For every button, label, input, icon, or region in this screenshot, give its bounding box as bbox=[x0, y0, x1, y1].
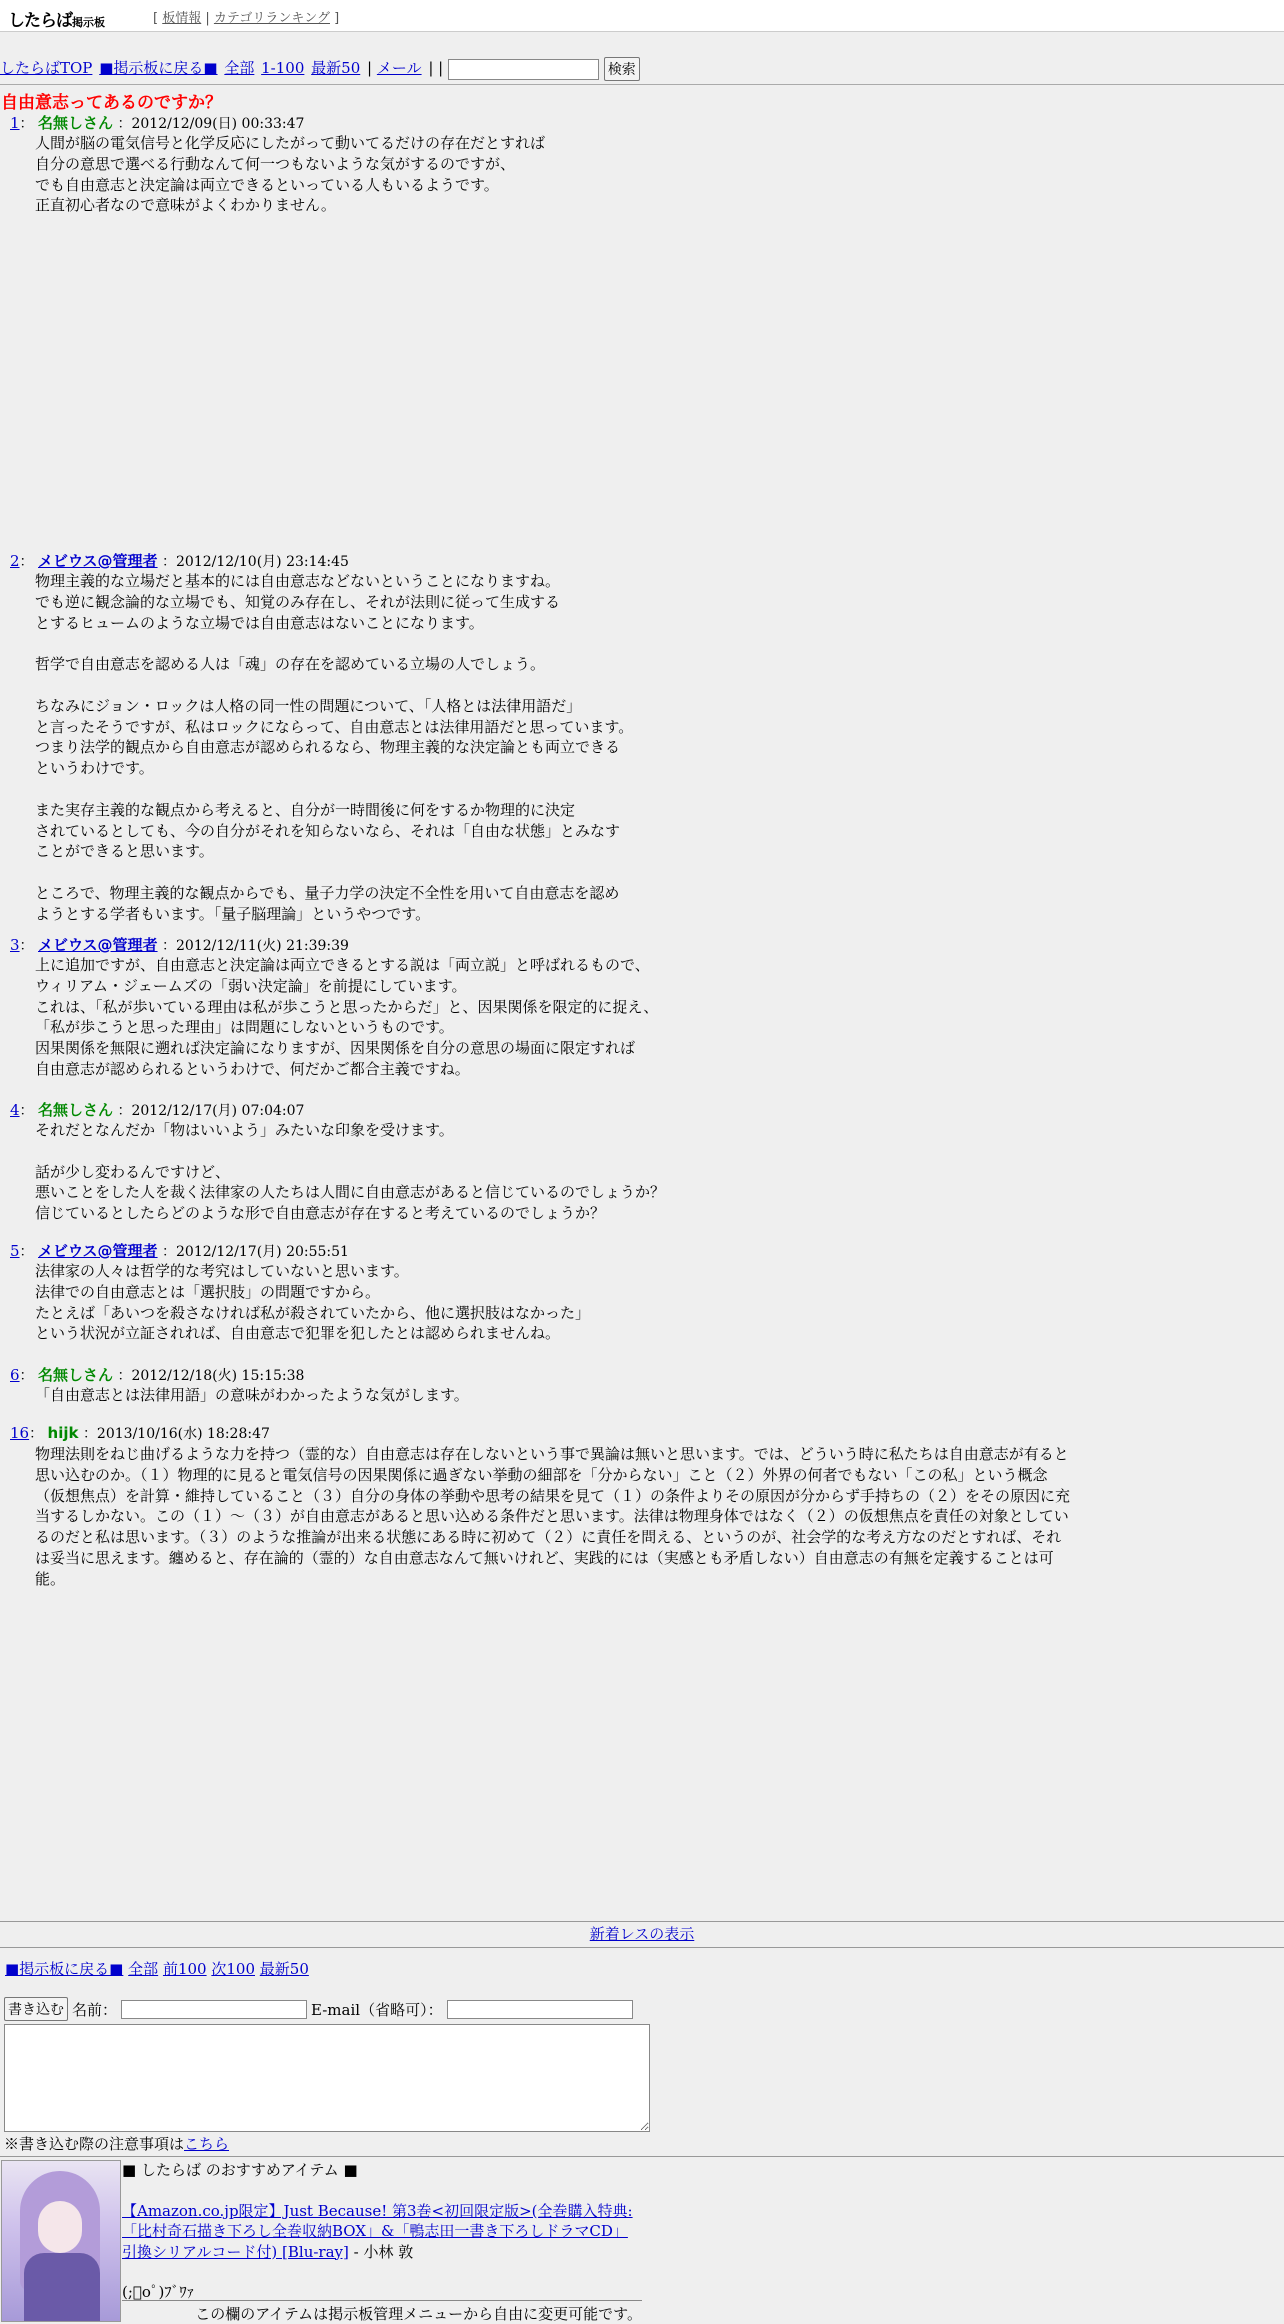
post-body: 上に追加ですが、自由意志と決定論は両立できるとする説は「両立説」と呼ばれるもので、 ウィリアム・ジェームズの「弱い決定論」を前提にしています。 これは、「私が歩いている理由は私が歩こうと思ったからだ」と、因果関係を限定的に捉え、 「私が歩こうと思った理由」は問題にしないというものです。 因果関係を無限に遡れば決定論になりますが、因果関係を自分の意思の場面に限定すれば 自由意志が認められるというわけで、何だかご都合主義ですね。 bbox=[35, 956, 659, 1078]
recommend-box bbox=[0, 2156, 1284, 2323]
bracket-open: [ bbox=[153, 11, 159, 26]
header-nav bbox=[153, 7, 339, 26]
email-field[interactable] bbox=[447, 2000, 633, 2019]
post-number-link[interactable]: 5 bbox=[10, 1242, 20, 1260]
range-link[interactable]: 1-100 bbox=[261, 59, 305, 77]
post-header bbox=[10, 934, 349, 955]
category-ranking-link[interactable]: カテゴリランキング bbox=[213, 11, 330, 26]
product-author: - 小林 敦 bbox=[348, 2242, 414, 2261]
post-form bbox=[4, 1998, 650, 2132]
post-colon: ： bbox=[19, 1103, 34, 1119]
recommend-footer: この欄のアイテムは掲示板管理メニューから自由に変更可能です。 bbox=[122, 2300, 642, 2324]
logo-sub: 掲示板 bbox=[72, 16, 105, 29]
post-header bbox=[10, 550, 349, 571]
post-header bbox=[10, 1364, 304, 1385]
poster-name: hijk bbox=[47, 1424, 79, 1442]
notice-link[interactable]: こちら bbox=[184, 2135, 230, 2153]
cover-art-body bbox=[24, 2253, 100, 2322]
post-number-link[interactable]: 1 bbox=[10, 114, 20, 132]
form-fields-row bbox=[4, 1998, 650, 2020]
next100-link[interactable]: 次100 bbox=[211, 1960, 255, 1978]
thread-nav bbox=[0, 56, 1284, 85]
poster-name: 名無しさん bbox=[38, 1366, 114, 1384]
post-colon: ： bbox=[29, 1426, 44, 1442]
name-field[interactable] bbox=[121, 2000, 307, 2019]
product-cover-image[interactable] bbox=[1, 2160, 121, 2322]
nav-separator-2: | | bbox=[428, 59, 444, 77]
post-header bbox=[10, 112, 304, 133]
logo-text: したらば bbox=[8, 11, 72, 31]
post-date: ：2012/12/11(火) 21:39:39 bbox=[162, 938, 349, 954]
board-info-link[interactable]: 板情報 bbox=[162, 11, 202, 26]
product-link[interactable]: 【Amazon.co.jp限定】Just Because! 第3巻<初回限定版>(全巻購入特典:「比村奇石描き下ろし全巻収納BOX」&「鴨志田一書き下ろしドラマCD」引換シリアルコード付) [Blu-ray] bbox=[122, 2201, 633, 2261]
email-label: E-mail（省略可）： bbox=[311, 2000, 443, 2019]
post-colon: ： bbox=[19, 1244, 34, 1260]
shitaraba-top-link[interactable]: したらばTOP bbox=[0, 59, 93, 77]
shitaraba-logo[interactable] bbox=[8, 6, 105, 31]
recommend-content bbox=[122, 2160, 642, 2303]
spacer bbox=[122, 2181, 642, 2201]
cover-art-face bbox=[38, 2201, 82, 2253]
post-colon: ： bbox=[19, 554, 34, 570]
post-body: それだとなんだか「物はいいよう」みたいな印象を受けます。 話が少し変わるんですけど、 悪いことをした人を裁く法律家の人たちは人間に自由意志があると信じているのでしょうか？ 信じているとしたらどのような形で自由意志が存在すると考えているのでしょうか？ bbox=[35, 1121, 666, 1223]
recommend-item bbox=[122, 2201, 642, 2263]
post-date: ：2013/10/16(水) 18:28:47 bbox=[82, 1426, 270, 1442]
bracket-close: ] bbox=[334, 11, 340, 26]
poster-name-link[interactable]: メビウス@管理者 bbox=[38, 1242, 158, 1260]
poster-name: 名無しさん bbox=[38, 1101, 114, 1119]
post-number-link[interactable]: 16 bbox=[10, 1424, 30, 1442]
all-posts-link[interactable]: 全部 bbox=[128, 1960, 159, 1978]
post-body: 「自由意志とは法律用語」の意味がわかったような気がします。 bbox=[35, 1386, 469, 1404]
post-body: 人間が脳の電気信号と化学反応にしたがって動いてるだけの存在だとすれば 自分の意思で選べる行動なんて何一つもないような気がするのですが、 でも自由意志と決定論は両立できるといっている人もいるようです。 正直初心者なので意味がよくわかりません。 bbox=[35, 134, 546, 215]
name-label: 名前： bbox=[72, 2000, 118, 2019]
spacer bbox=[122, 2262, 642, 2282]
prev100-link[interactable]: 前100 bbox=[162, 1960, 207, 1978]
message-textarea[interactable] bbox=[4, 2024, 650, 2132]
post-number-link[interactable]: 2 bbox=[10, 552, 20, 570]
emote-text: (;ﾟoﾟ)ﾌﾞﾜｧ bbox=[122, 2283, 195, 2301]
new-res-link[interactable]: 新着レスの表示 bbox=[589, 1925, 695, 1943]
nav-separator: | bbox=[367, 59, 373, 77]
post-date: ：2012/12/18(火) 15:15:38 bbox=[117, 1368, 305, 1384]
post-date: ：2012/12/10(月) 23:14:45 bbox=[162, 554, 349, 570]
post-date: ：2012/12/17(月) 07:04:07 bbox=[117, 1103, 305, 1119]
notice-text: ※書き込む際の注意事項は bbox=[4, 2135, 185, 2153]
divider bbox=[0, 1947, 1284, 1948]
post-colon: ： bbox=[19, 938, 34, 954]
new-res-row bbox=[0, 1923, 1284, 1944]
post-header bbox=[10, 1099, 304, 1120]
post-date: ：2012/12/09(日) 00:33:47 bbox=[117, 116, 305, 132]
post-number-link[interactable]: 4 bbox=[10, 1101, 20, 1119]
post-number-link[interactable]: 6 bbox=[10, 1366, 20, 1384]
posting-notice bbox=[4, 2133, 229, 2154]
latest50-link[interactable]: 最新50 bbox=[311, 59, 361, 77]
header-separator: | bbox=[205, 11, 210, 26]
latest50-link[interactable]: 最新50 bbox=[259, 1960, 309, 1978]
site-header bbox=[0, 0, 1284, 32]
search-button[interactable]: 検索 bbox=[604, 57, 640, 81]
recommend-heading: ■ したらば のおすすめアイテム ■ bbox=[122, 2161, 358, 2179]
post-date: ：2012/12/17(月) 20:55:51 bbox=[162, 1244, 349, 1260]
submit-button[interactable]: 書き込む bbox=[4, 1997, 68, 2021]
post-header bbox=[10, 1240, 349, 1261]
all-posts-link[interactable]: 全部 bbox=[224, 59, 255, 77]
back-to-board-link[interactable]: ■掲示板に戻る■ bbox=[99, 59, 218, 77]
bottom-nav bbox=[5, 1958, 309, 1979]
post-body: 物理主義的な立場だと基本的には自由意志などないということになりますね。 でも逆に観念論的な立場でも、知覚のみ存在し、それが法則に従って生成する とするヒュームのような立場では自由意志はないことになります。 哲学で自由意志を認める人は「魂」の存在を認めている立場の人でしょう。 ちなみにジョン・ロックは人格の同一性の問題について、「人格とは法律用語だ」 と言ったそうですが、私はロックにならって、自由意志とは法律用語だと思っています。 つまり法学的観点から自由意志が認められるなら、物理主義的な決定論とも両立できる というわけです。 また実存主義的な観点から考えると、自分が一時間後に何をするか物理的に決定 されているとしても、今の自分がそれを知らないなら、それは「自由な状態」とみなす ことができると思います。 ところで、物理主義的な観点からでも、量子力学の決定不全性を用いて自由意志を認め ようとする学者もいます。「量子脳理論」というやつです。 bbox=[35, 572, 634, 923]
post-colon: ： bbox=[19, 116, 34, 132]
mail-link[interactable]: メール bbox=[376, 59, 422, 77]
divider bbox=[0, 1921, 1284, 1922]
post-header bbox=[10, 1423, 270, 1443]
post-colon: ： bbox=[19, 1368, 34, 1384]
thread-title: 自由意志ってあるのですか？ bbox=[1, 93, 222, 113]
poster-name-link[interactable]: メビウス@管理者 bbox=[38, 552, 158, 570]
post-body: 法律家の人々は哲学的な考究はしていないと思います。 法律での自由意志とは「選択肢」の問題ですから。 たとえば「あいつを殺さなければ私が殺されていたから、他に選択肢はなかった」 という状況が立証されれば、自由意志で犯罪を犯したとは認められませんね。 bbox=[35, 1262, 591, 1343]
back-to-board-link[interactable]: ■掲示板に戻る■ bbox=[5, 1960, 124, 1978]
poster-name: 名無しさん bbox=[38, 114, 114, 132]
post-body: 物理法則をねじ曲げるような力を持つ（霊的な）自由意志は存在しないという事で異論は無いと思います。では、どういう時に私たちは自由意志が有ると思い込むのか。（１）物理的に見ると電気信号の因果関係に過ぎない挙動の細部を「分からない」こと（２）外界の何者でもない「この私」という概念（仮想焦点）を計算・維持していること（３）自分の身体の挙動や思考の結果を見て（１）の条件よりその原因が分からず手持ちの（２）をその原因に充当するしかない。この（１）～（３）が自由意志があると思い込める条件だと思います。法律は物理身体ではなく（２）の仮想焦点を責任の対象としているのだと私は思います。（３）のような推論が出来る状態にある時に初めて（２）に責任を問える、というのが、社会学的な考え方なのだとすれば、それは妥当に思えます。纏めると、存在論的（霊的）な自由意志なんて無いけれど、実践的には（実感とも矛盾しない）自由意志の有無を定義することは可能。 bbox=[35, 1445, 1071, 1588]
poster-name-link[interactable]: メビウス@管理者 bbox=[38, 936, 158, 954]
post-number-link[interactable]: 3 bbox=[10, 936, 20, 954]
search-input[interactable] bbox=[448, 59, 599, 80]
